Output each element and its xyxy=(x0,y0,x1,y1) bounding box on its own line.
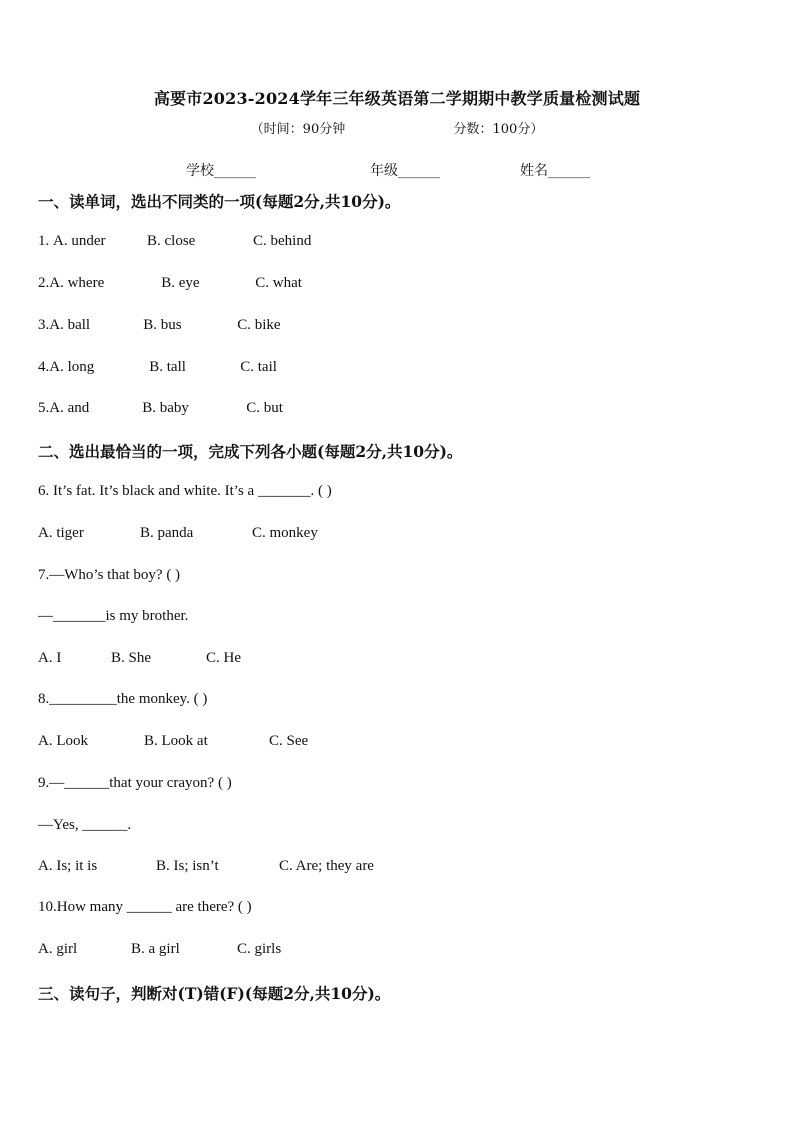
option-a: A. girl xyxy=(38,941,78,957)
option-c: C. He xyxy=(206,650,241,666)
option-c: C. See xyxy=(269,733,309,749)
section-3-heading: 三、读句子，判断对(T)错(F)(每题2分,共10分)。 xyxy=(38,984,391,1003)
option-b: B. bus xyxy=(143,317,182,333)
question-9-options xyxy=(38,858,374,875)
exam-time: （时间：90分钟 xyxy=(250,122,346,137)
option-a: A. long xyxy=(49,359,95,375)
grade-field: 年级______ xyxy=(370,163,440,179)
option-c: C. girls xyxy=(237,941,282,957)
question-5 xyxy=(38,400,283,417)
question-number: 3. xyxy=(38,317,50,333)
question-8-stem: 8._________the monkey. ( ) xyxy=(38,691,208,707)
question-9-stem: 9.—______that your crayon? ( ) xyxy=(38,775,232,791)
option-a: A. where xyxy=(49,275,105,291)
question-number: 2. xyxy=(38,275,50,291)
school-field: 学校______ xyxy=(186,163,256,179)
section-2-heading: 二、选出最恰当的一项，完成下列各小题(每题2分,共10分)。 xyxy=(38,442,463,461)
option-c: C. behind xyxy=(253,233,312,249)
question-8-options xyxy=(38,733,308,750)
option-a: A. under xyxy=(53,233,106,249)
option-b: B. a girl xyxy=(131,941,180,957)
question-4 xyxy=(38,359,277,376)
question-1 xyxy=(38,233,311,250)
question-7-answer-line: —_______is my brother. xyxy=(38,608,189,624)
option-c: C. tail xyxy=(240,359,277,375)
question-3 xyxy=(38,317,281,334)
option-b: B. tall xyxy=(149,359,186,375)
option-b: B. close xyxy=(147,233,196,249)
option-a: A. and xyxy=(49,400,90,416)
option-c: C. monkey xyxy=(252,525,318,541)
option-a: A. Is; it is xyxy=(38,858,98,874)
question-7-stem: 7.—Who’s that boy? ( ) xyxy=(38,567,181,583)
question-10-options xyxy=(38,941,281,958)
option-a: A. tiger xyxy=(38,525,84,541)
exam-subtitle xyxy=(0,118,794,137)
option-a: A. I xyxy=(38,650,62,666)
option-c: C. Are; they are xyxy=(279,858,374,874)
question-6-stem: 6. It’s fat. It’s black and white. It’s a _______. ( ) xyxy=(38,483,332,499)
option-b: B. eye xyxy=(161,275,200,291)
exam-title: 高要市2023-2024学年三年级英语第二学期期中教学质量检测试题 xyxy=(153,89,641,108)
question-number: 1. xyxy=(38,233,53,249)
option-c: C. what xyxy=(255,275,302,291)
option-b: B. She xyxy=(111,650,152,666)
name-field: 姓名______ xyxy=(520,163,590,179)
option-b: B. baby xyxy=(142,400,189,416)
option-b: B. Is; isn’t xyxy=(156,858,219,874)
question-2 xyxy=(38,275,302,292)
exam-score: 分数：100分） xyxy=(453,122,544,137)
option-c: C. bike xyxy=(237,317,281,333)
question-7-options xyxy=(38,650,241,667)
section-1-heading: 一、读单词，选出不同类的一项(每题2分,共10分)。 xyxy=(38,192,401,211)
question-number: 4. xyxy=(38,359,50,375)
question-9-answer-line: —Yes, ______. xyxy=(38,817,132,833)
option-a: A. Look xyxy=(38,733,88,749)
question-number: 5. xyxy=(38,400,50,416)
option-b: B. Look at xyxy=(144,733,208,749)
option-a: A. ball xyxy=(49,317,91,333)
question-6-options xyxy=(38,525,318,542)
question-10-stem: 10.How many ______ are there? ( ) xyxy=(38,899,252,915)
option-c: C. but xyxy=(246,400,283,416)
option-b: B. panda xyxy=(140,525,194,541)
